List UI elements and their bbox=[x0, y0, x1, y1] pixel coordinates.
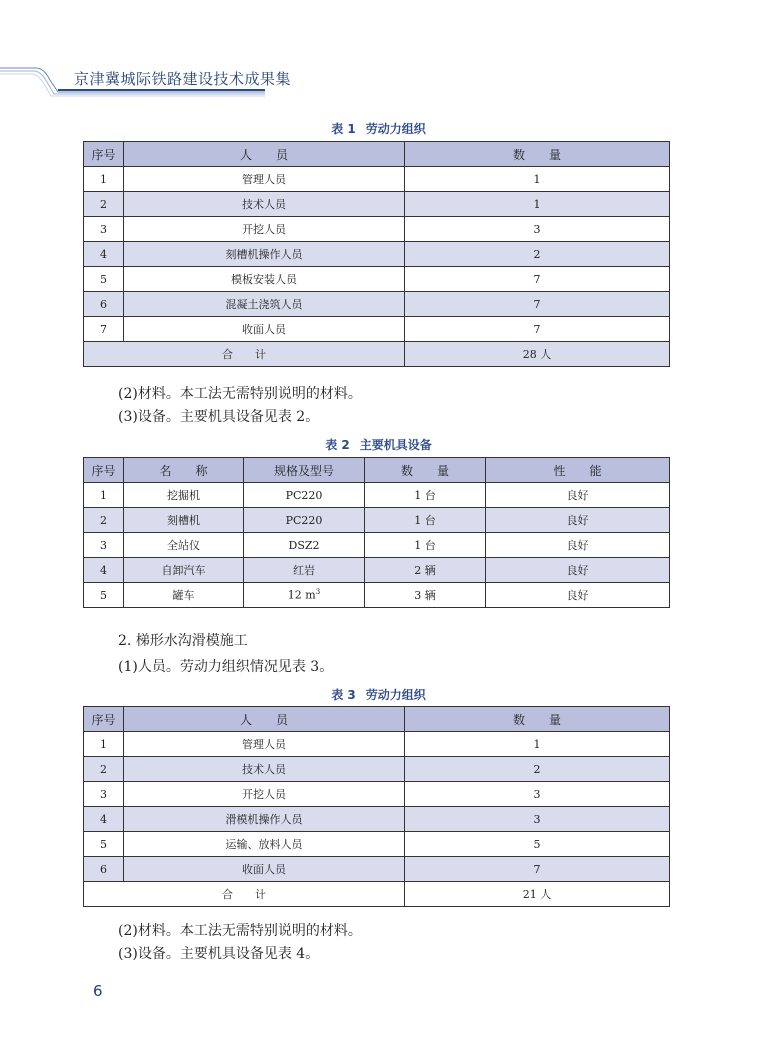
table-row bbox=[84, 192, 670, 217]
cell-personnel: 收面人员 bbox=[124, 857, 405, 882]
table-row bbox=[84, 558, 670, 583]
cell-index: 1 bbox=[84, 732, 124, 757]
cell-personnel: 运输、放料人员 bbox=[124, 832, 405, 857]
cell-quantity: 2 辆 bbox=[365, 558, 486, 583]
table-header-row bbox=[84, 707, 670, 732]
table3-caption bbox=[0, 686, 757, 703]
total-label: 合 计 bbox=[84, 882, 405, 907]
cell-index: 6 bbox=[84, 857, 124, 882]
cell-index: 3 bbox=[84, 782, 124, 807]
cell-quantity: 3 辆 bbox=[365, 583, 486, 608]
cell-model: 红岩 bbox=[244, 558, 365, 583]
cell-index: 4 bbox=[84, 558, 124, 583]
table-row bbox=[84, 508, 670, 533]
cell-name: 罐车 bbox=[124, 583, 244, 608]
table-row bbox=[84, 292, 670, 317]
cell-index: 5 bbox=[84, 583, 124, 608]
cell-index: 1 bbox=[84, 167, 124, 192]
table-row bbox=[84, 782, 670, 807]
header-cell-quantity: 数 量 bbox=[405, 142, 670, 167]
cell-personnel: 刻槽机操作人员 bbox=[124, 242, 405, 267]
table-row bbox=[84, 317, 670, 342]
cell-model: PC220 bbox=[244, 483, 365, 508]
section-heading: 2. 梯形水沟滑模施工 bbox=[118, 633, 248, 649]
cell-quantity: 2 bbox=[405, 242, 670, 267]
cell-quantity: 5 bbox=[405, 832, 670, 857]
cell-quantity: 7 bbox=[405, 317, 670, 342]
cell-personnel: 管理人员 bbox=[124, 732, 405, 757]
header-cell-index: 序号 bbox=[84, 142, 124, 167]
cell-index: 2 bbox=[84, 508, 124, 533]
cell-name: 挖掘机 bbox=[124, 483, 244, 508]
cell-index: 6 bbox=[84, 292, 124, 317]
cell-personnel: 收面人员 bbox=[124, 317, 405, 342]
header-cell-name: 名 称 bbox=[124, 458, 244, 483]
cell-quantity: 7 bbox=[405, 267, 670, 292]
paragraph-materials-2: (2)材料。本工法无需特别说明的材料。 bbox=[118, 923, 362, 939]
cell-quantity: 1 台 bbox=[365, 508, 486, 533]
table2-caption-number: 表 2 bbox=[325, 438, 350, 452]
cell-quantity: 7 bbox=[405, 292, 670, 317]
cell-index: 1 bbox=[84, 483, 124, 508]
cell-performance: 良好 bbox=[486, 583, 670, 608]
table-header-row bbox=[84, 142, 670, 167]
paragraph-personnel: (1)人员。劳动力组织情况见表 3。 bbox=[118, 659, 334, 675]
header-cell-personnel: 人 员 bbox=[124, 142, 405, 167]
header-cell-quantity: 数 量 bbox=[405, 707, 670, 732]
header-cell-quantity: 数 量 bbox=[365, 458, 486, 483]
table3-caption-text: 劳动力组织 bbox=[365, 688, 426, 702]
cell-personnel: 技术人员 bbox=[124, 192, 405, 217]
cell-index: 7 bbox=[84, 317, 124, 342]
table-row bbox=[84, 267, 670, 292]
page-number: 6 bbox=[93, 982, 103, 1000]
table-row bbox=[84, 807, 670, 832]
total-label: 合 计 bbox=[84, 342, 405, 367]
table-total-row bbox=[84, 342, 670, 367]
cell-personnel: 混凝土浇筑人员 bbox=[124, 292, 405, 317]
table-row bbox=[84, 757, 670, 782]
labor-table-1 bbox=[83, 141, 670, 367]
table-row bbox=[84, 217, 670, 242]
cell-quantity: 1 bbox=[405, 192, 670, 217]
cell-quantity: 3 bbox=[405, 782, 670, 807]
cell-name: 刻槽机 bbox=[124, 508, 244, 533]
unit-superscript: 3 bbox=[315, 588, 321, 597]
cell-performance: 良好 bbox=[486, 483, 670, 508]
header-cell-model: 规格及型号 bbox=[244, 458, 365, 483]
cell-name: 全站仪 bbox=[124, 533, 244, 558]
cell-quantity: 1 台 bbox=[365, 483, 486, 508]
cell-quantity: 7 bbox=[405, 857, 670, 882]
paragraph-materials-1: (2)材料。本工法无需特别说明的材料。 bbox=[118, 386, 362, 402]
cell-personnel: 技术人员 bbox=[124, 757, 405, 782]
header-cell-personnel: 人 员 bbox=[124, 707, 405, 732]
cell-personnel: 模板安装人员 bbox=[124, 267, 405, 292]
table3-caption-number: 表 3 bbox=[331, 688, 356, 702]
cell-index: 4 bbox=[84, 242, 124, 267]
header-cell-performance: 性 能 bbox=[486, 458, 670, 483]
cell-quantity: 1 台 bbox=[365, 533, 486, 558]
table-row bbox=[84, 583, 670, 608]
header-cell-index: 序号 bbox=[84, 458, 124, 483]
cell-index: 2 bbox=[84, 192, 124, 217]
paragraph-equipment-1: (3)设备。主要机具设备见表 2。 bbox=[118, 409, 320, 425]
table2-caption-text: 主要机具设备 bbox=[359, 438, 432, 452]
cell-model: DSZ2 bbox=[244, 533, 365, 558]
cell-model bbox=[244, 583, 365, 608]
cell-quantity: 2 bbox=[405, 757, 670, 782]
total-value: 28 人 bbox=[405, 342, 670, 367]
cell-personnel: 滑模机操作人员 bbox=[124, 807, 405, 832]
cell-quantity: 1 bbox=[405, 732, 670, 757]
table1-caption-text: 劳动力组织 bbox=[365, 122, 426, 136]
cell-model: PC220 bbox=[244, 508, 365, 533]
header-cell-index: 序号 bbox=[84, 707, 124, 732]
cell-quantity: 3 bbox=[405, 807, 670, 832]
paragraph-equipment-2: (3)设备。主要机具设备见表 4。 bbox=[118, 946, 320, 962]
table-row bbox=[84, 857, 670, 882]
labor-table-3 bbox=[83, 706, 670, 907]
cell-name: 自卸汽车 bbox=[124, 558, 244, 583]
cell-index: 4 bbox=[84, 807, 124, 832]
cell-quantity: 3 bbox=[405, 217, 670, 242]
cell-index: 3 bbox=[84, 533, 124, 558]
table-row bbox=[84, 483, 670, 508]
cell-index: 3 bbox=[84, 217, 124, 242]
table2-caption bbox=[0, 436, 757, 453]
table1-caption-number: 表 1 bbox=[331, 122, 356, 136]
cell-index: 2 bbox=[84, 757, 124, 782]
running-header-title: 京津冀城际铁路建设技术成果集 bbox=[74, 70, 292, 88]
table-header-row bbox=[84, 458, 670, 483]
total-value: 21 人 bbox=[405, 882, 670, 907]
equipment-table-2 bbox=[83, 457, 670, 608]
cell-performance: 良好 bbox=[486, 508, 670, 533]
cell-personnel: 开挖人员 bbox=[124, 782, 405, 807]
model-value: 12 m bbox=[287, 588, 316, 602]
cell-performance: 良好 bbox=[486, 533, 670, 558]
cell-index: 5 bbox=[84, 267, 124, 292]
cell-quantity: 1 bbox=[405, 167, 670, 192]
table-total-row bbox=[84, 882, 670, 907]
cell-performance: 良好 bbox=[486, 558, 670, 583]
cell-index: 5 bbox=[84, 832, 124, 857]
table1-caption bbox=[0, 120, 757, 137]
cell-personnel: 管理人员 bbox=[124, 167, 405, 192]
table-row bbox=[84, 167, 670, 192]
table-row bbox=[84, 242, 670, 267]
table-row bbox=[84, 533, 670, 558]
table-row bbox=[84, 832, 670, 857]
cell-personnel: 开挖人员 bbox=[124, 217, 405, 242]
table-row bbox=[84, 732, 670, 757]
